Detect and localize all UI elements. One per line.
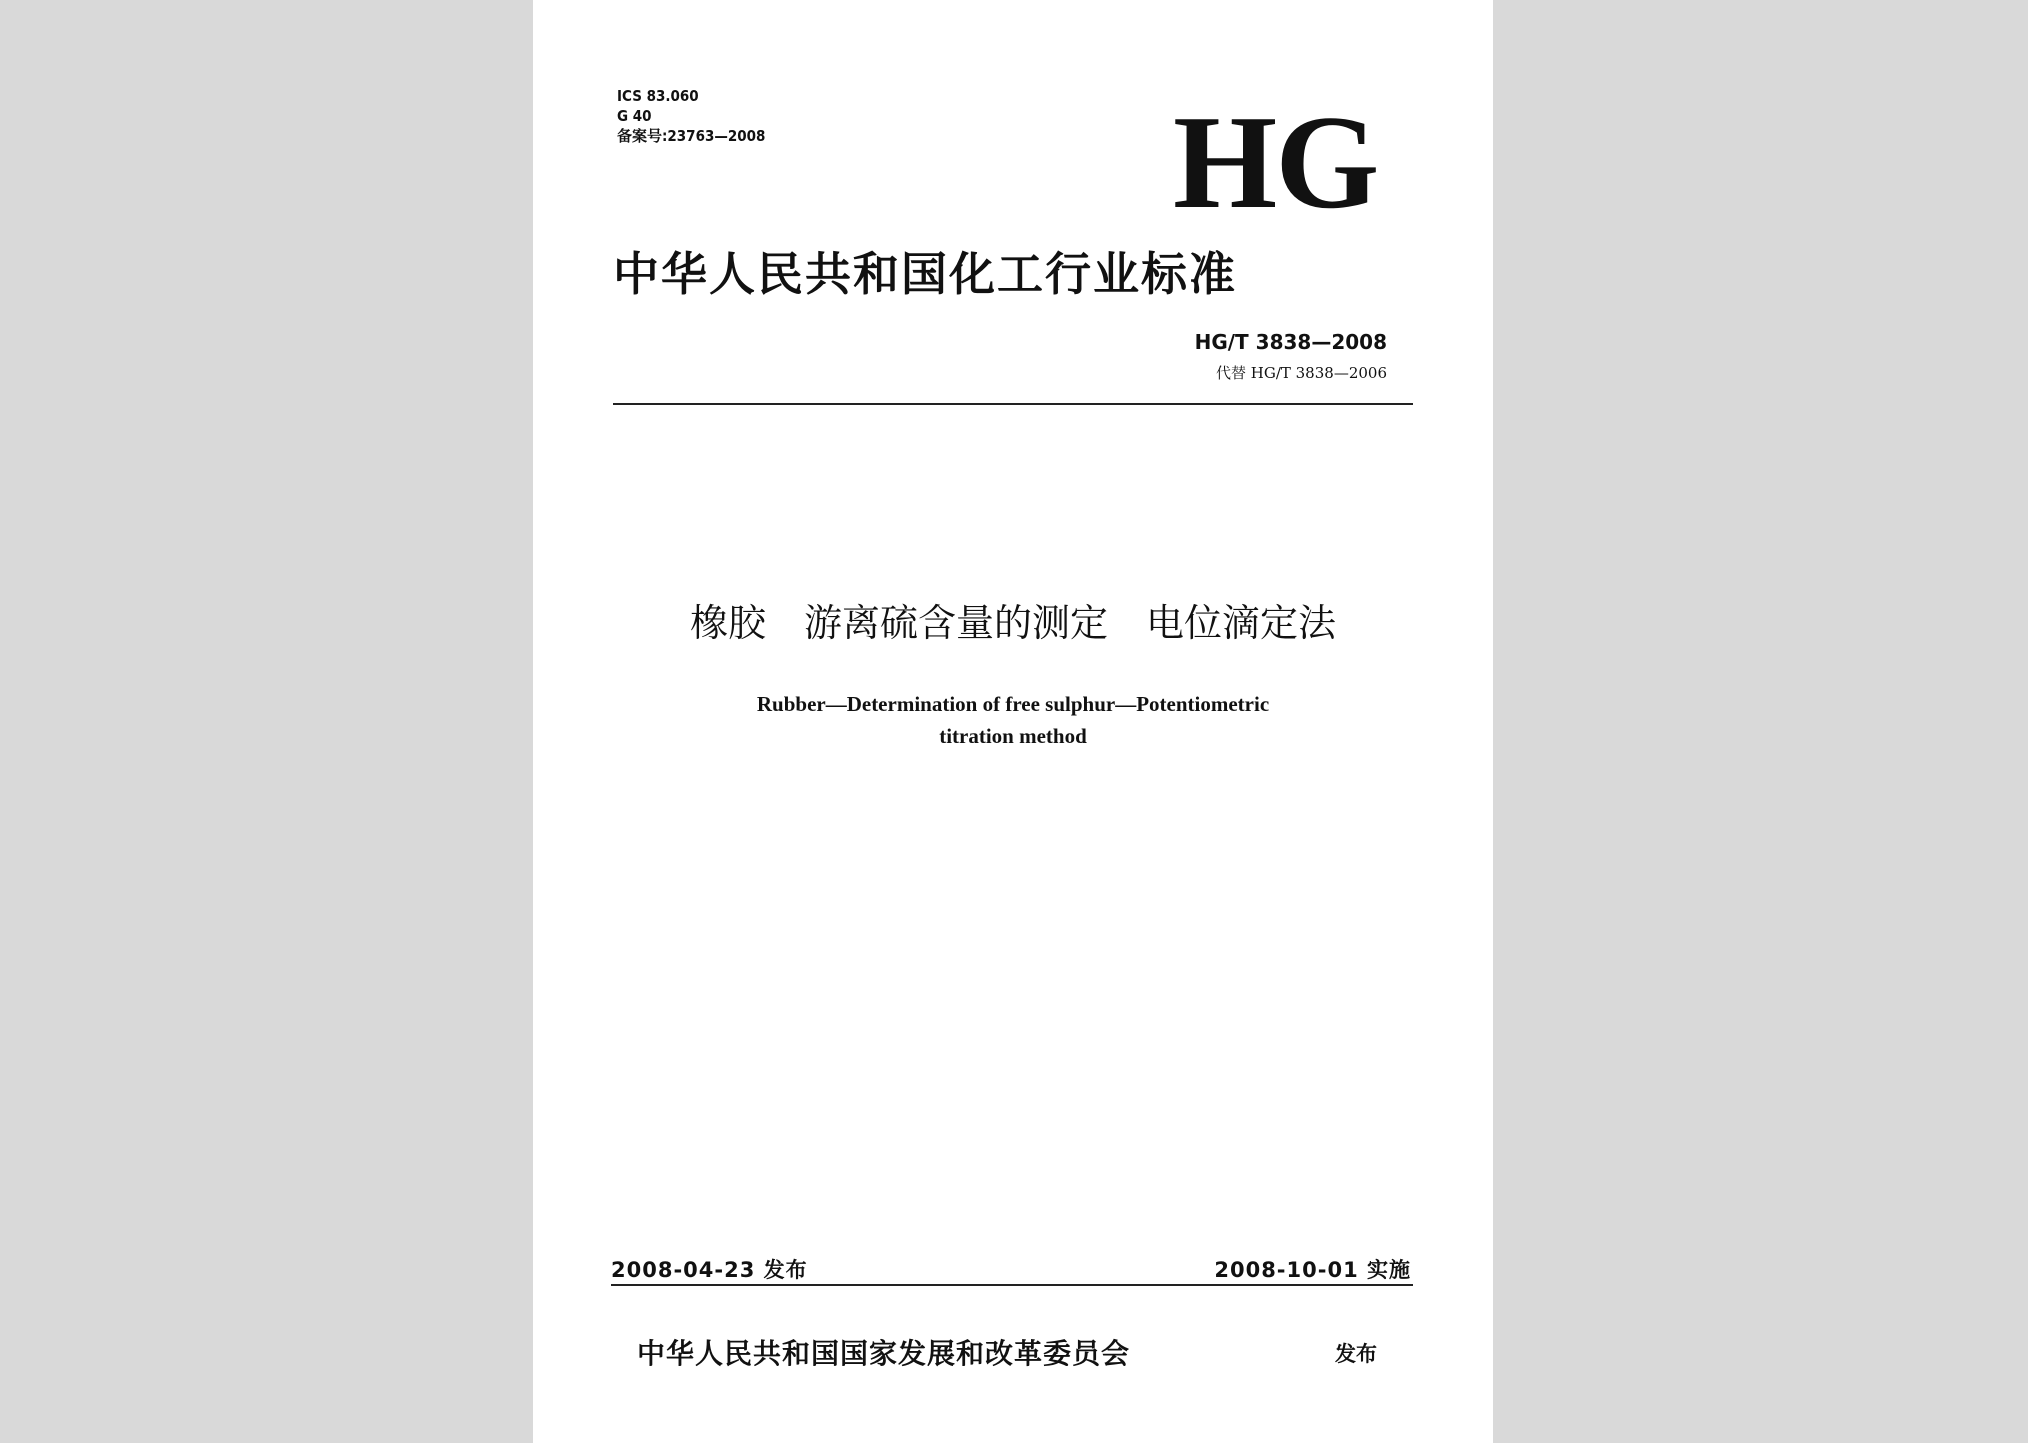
implementation-date: 2008-10-01 实施 [1214, 1258, 1411, 1282]
record-number: 备案号:23763—2008 [617, 127, 766, 145]
standard-number: HG/T 3838—2008 [1194, 330, 1387, 354]
document-page [533, 0, 1493, 1443]
header-divider [613, 403, 1413, 405]
classification-block [617, 86, 765, 146]
standard-title: 中华人民共和国化工行业标准 [613, 247, 1237, 301]
hg-logo: HG [1173, 88, 1378, 236]
publish-label: 发布 [1335, 1342, 1377, 1366]
document-title-en-line1: Rubber—Determination of free sulphur—Potentiometric [756, 692, 1270, 716]
document-title-en [533, 688, 1493, 752]
document-title-cn: 橡胶 游离硫含量的测定 电位滴定法 [689, 601, 1336, 645]
publisher-name: 中华人民共和国国家发展和改革委员会 [637, 1337, 1131, 1370]
replaces-note: 代替 HG/T 3838—2006 [1215, 364, 1387, 382]
footer-divider [611, 1284, 1413, 1286]
issue-date: 2008-04-23 发布 [611, 1258, 808, 1282]
ccs-code: G 40 [617, 107, 652, 125]
document-title-en-line2: titration method [939, 724, 1087, 748]
ics-code: ICS 83.060 [617, 87, 699, 105]
